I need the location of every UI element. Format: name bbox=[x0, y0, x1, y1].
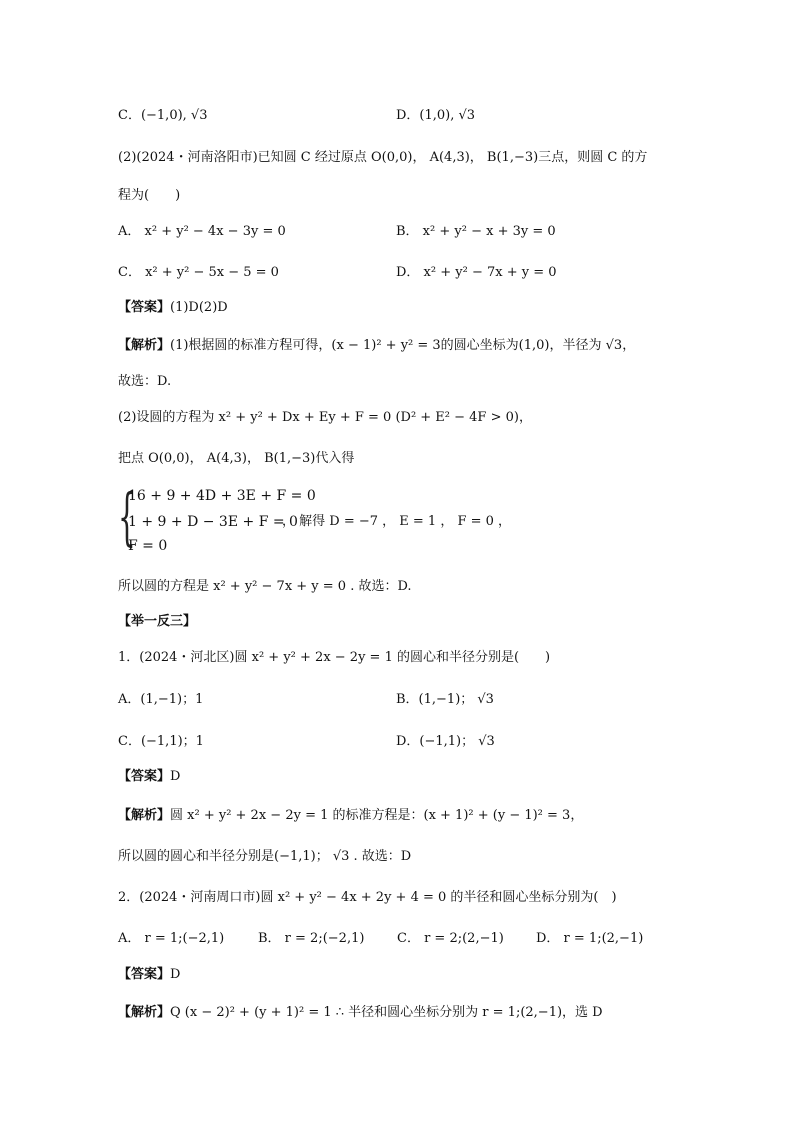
p1-answer-tag: 【答案】 bbox=[118, 769, 171, 784]
p1-analysis-text-1: 圆 x² + y² + 2x − 2y = 1 的标准方程是：(x + 1)² + (y − 1)² = 3， bbox=[170, 808, 584, 823]
p1-analysis-2: 所以圆的圆心和半径分别是(−1,1)； √3 . 故选：D bbox=[118, 849, 412, 864]
q1-option-d: D．(1,0), √3 bbox=[396, 108, 476, 123]
q2-option-c: C． x² + y² − 5x − 5 = 0 bbox=[118, 265, 279, 280]
p1-option-c: C．(−1,1)；1 bbox=[118, 734, 204, 749]
p1-stem: 1．(2024・河北区)圆 x² + y² + 2x − 2y = 1 的圆心和半径分别是( ) bbox=[118, 650, 551, 665]
p1-option-d: D．(−1,1)； √3 bbox=[396, 734, 495, 749]
q2-stem-line1: (2)(2024・河南洛阳市)已知圆 C 经过原点 O(0,0)， A(4,3)， B(1,−3)三点，则圆 C 的方 bbox=[118, 150, 648, 165]
system-eq-2: 1 + 9 + D − 3E + F = 0 bbox=[128, 514, 298, 530]
p2-option-b: B． r = 2;(−2,1) bbox=[258, 931, 365, 946]
answer-text: (1)D(2)D bbox=[170, 300, 228, 315]
system-brace: { bbox=[118, 480, 136, 553]
p2-analysis-1 bbox=[118, 1003, 603, 1023]
p2-option-a: A． r = 1;(−2,1) bbox=[118, 931, 225, 946]
q2-stem-line2: 程为( ) bbox=[118, 188, 181, 203]
system-solution: ， 解得 D = −7 ， E = 1 ， F = 0 ， bbox=[282, 514, 512, 529]
analysis-text-1: (1)根据圆的标准方程可得，(x − 1)² + y² = 3的圆心坐标为(1,0)，半径为 √3， bbox=[170, 338, 636, 353]
analysis-line-4: 把点 O(0,0)， A(4,3)， B(1,−3)代入得 bbox=[118, 451, 355, 466]
section-title: 【举一反三】 bbox=[118, 614, 197, 629]
q2-option-a: A． x² + y² − 4x − 3y = 0 bbox=[118, 224, 286, 239]
answer-tag: 【答案】 bbox=[118, 300, 171, 315]
p1-option-b: B．(1,−1)； √3 bbox=[396, 692, 494, 707]
analysis-line-3: (2)设圆的方程为 x² + y² + Dx + Ey + F = 0 (D² + E² − 4F > 0)， bbox=[118, 410, 532, 425]
p1-analysis-tag: 【解析】 bbox=[118, 808, 171, 823]
q1-option-c: C．(−1,0), √3 bbox=[118, 108, 208, 123]
p2-answer-tag: 【答案】 bbox=[118, 967, 171, 982]
p2-analysis-text-1: Q (x − 2)² + (y + 1)² = 1 ∴ 半径和圆心坐标分别为 r = 1;(2,−1)，选 D bbox=[170, 1005, 603, 1020]
p2-analysis-tag: 【解析】 bbox=[118, 1005, 171, 1020]
p2-answer-text: D bbox=[170, 967, 181, 982]
answer-block-1 bbox=[118, 298, 228, 318]
analysis-conclusion: 所以圆的方程是 x² + y² − 7x + y = 0 . 故选：D. bbox=[118, 579, 412, 594]
p1-option-a: A．(1,−1)；1 bbox=[118, 692, 204, 707]
system-eq-3: F = 0 bbox=[128, 538, 168, 554]
p1-answer-text: D bbox=[170, 769, 181, 784]
analysis-tag: 【解析】 bbox=[118, 338, 171, 353]
p1-analysis-1 bbox=[118, 806, 583, 826]
q2-option-b: B． x² + y² − x + 3y = 0 bbox=[396, 224, 556, 239]
analysis-line-2: 故选：D. bbox=[118, 374, 172, 389]
system-eq-1: 16 + 9 + 4D + 3E + F = 0 bbox=[128, 488, 316, 504]
q2-option-d: D． x² + y² − 7x + y = 0 bbox=[396, 265, 557, 280]
analysis-line-1 bbox=[118, 336, 635, 356]
p2-option-d: D． r = 1;(2,−1) bbox=[536, 931, 644, 946]
p1-answer bbox=[118, 767, 180, 787]
p2-stem: 2．(2024・河南周口市)圆 x² + y² − 4x + 2y + 4 = 0 的半径和圆心坐标分别为( ) bbox=[118, 890, 617, 905]
p2-answer bbox=[118, 965, 180, 985]
p2-option-c: C． r = 2;(2,−1) bbox=[397, 931, 504, 946]
